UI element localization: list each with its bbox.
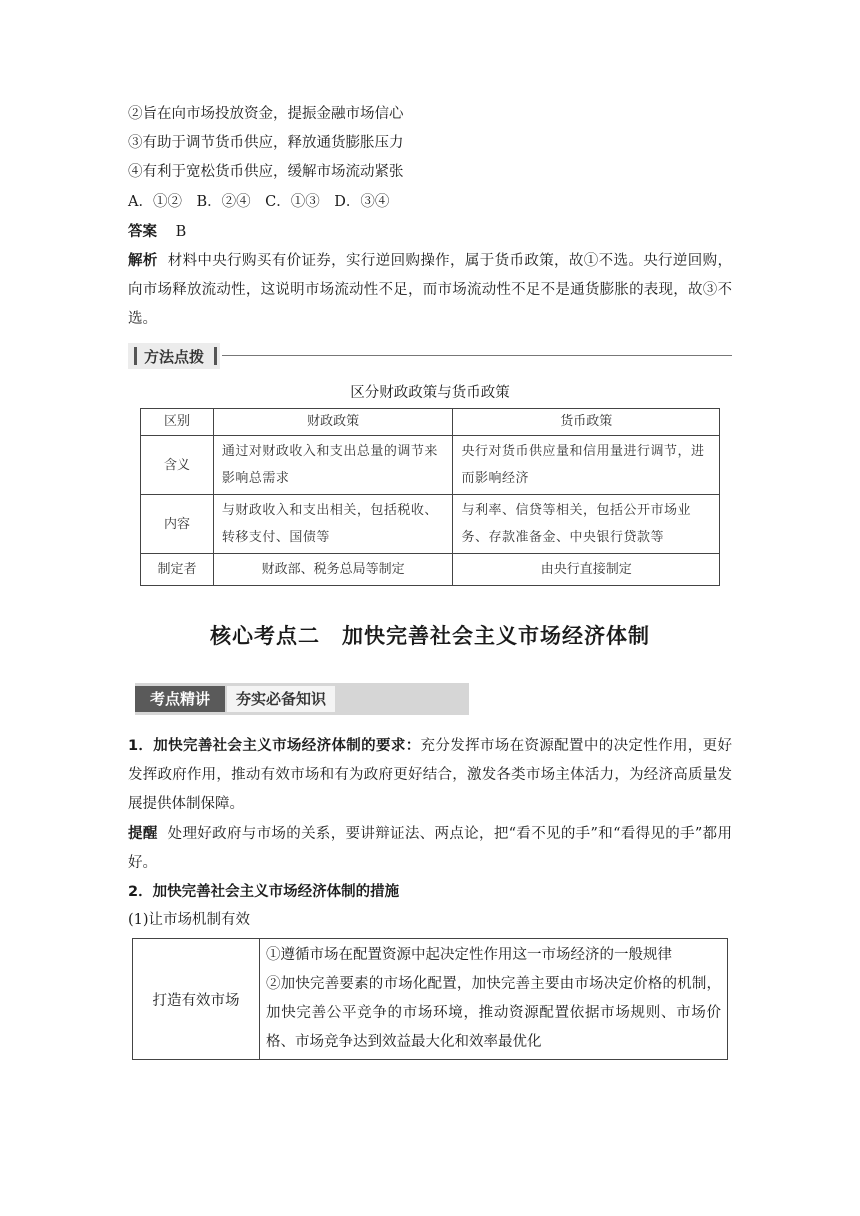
key-point-banner [135,683,469,715]
row-label: 内容 [141,495,214,554]
section-title: 核心考点二 加快完善社会主义市场经济体制 [210,624,650,648]
divider [222,355,732,356]
analysis-label: 解析 [128,253,158,269]
table-row [141,436,720,495]
market-table-head: 打造有效市场 [133,939,260,1060]
effective-market-table [132,938,728,1060]
table-row [133,939,728,1060]
method-tip-label: 方法点拨 [144,348,205,366]
subheading-1: (1)让市场机制有效 [128,912,251,928]
table-header: 货币政策 [453,409,720,436]
analysis-text: 材料中央行购买有价证券，实行逆回购操作，属于货币政策，故①不选。央行逆回购，向市场释放流动性，这说明市场流动性不足，而市场流动性不足不是通货膨胀的表现，故③不选。 [128,253,732,327]
reminder-text: 处理好政府与市场的关系，要讲辩证法、两点论，把“看不见的手”和“看得见的手”都用好。 [128,826,732,871]
option-3: ③有助于调节货币供应，释放通货膨胀压力 [128,135,404,151]
fiscal-cell: 通过对财政收入和支出总量的调节来影响总需求 [213,436,453,495]
market-table-body [260,939,728,1060]
row-label: 含义 [141,436,214,495]
monetary-cell: 由央行直接制定 [453,554,720,586]
monetary-cell: 与利率、信贷等相关，包括公开市场业务、存款准备金、中央银行贷款等 [453,495,720,554]
answer-line [128,222,186,242]
point-1-lead: 1．加快完善社会主义市场经济体制的要求： [128,738,421,754]
fiscal-cell: 财政部、税务总局等制定 [213,554,453,586]
option-2: ②旨在向市场投放资金，提振金融市场信心 [128,106,404,122]
point-2-heading: 2．加快完善社会主义市场经济体制的措施 [128,884,400,900]
table-header-row [141,409,720,436]
key-point-label: 考点精讲 [135,686,225,712]
point-1-text: 充分发挥市场在资源配置中的决定性作用，更好发挥政府作用，推动有效市场和有为政府更好结合，激发各类市场主体活力，为经济高质量发展提供体制保障。 [128,738,732,812]
market-item-1: ①遵循市场在配置资源中起决定性作用这一市场经济的一般规律 [266,947,672,963]
table-header: 区别 [141,409,214,436]
key-point-sublabel: 夯实必备知识 [227,686,335,712]
policy-comparison-table [140,408,720,586]
policy-table-title: 区分财政政策与货币政策 [350,385,510,401]
point-1-paragraph [128,732,732,819]
answer-value: B [175,224,187,240]
table-row [141,495,720,554]
reminder-label: 提醒 [128,826,158,842]
row-label: 制定者 [141,554,214,586]
fiscal-cell: 与财政收入和支出相关，包括税收、转移支付、国债等 [213,495,453,554]
method-tip-bar [128,343,732,369]
reminder-paragraph [128,820,732,878]
answer-label: 答案 [128,224,157,240]
market-item-2: ②加快完善要素的市场化配置，加快完善主要由市场决定价格的机制，加快完善公平竞争的市场环境，推动资源配置依据市场规则、市场价格、市场竞争达到效益最大化和效率最优化 [266,976,721,1050]
answer-choices: A．①② B．②④ C．①③ D．③④ [128,194,390,210]
table-header: 财政政策 [213,409,453,436]
monetary-cell: 央行对货币供应量和信用量进行调节，进而影响经济 [453,436,720,495]
analysis-paragraph [128,247,732,334]
table-row [141,554,720,586]
option-4: ④有利于宽松货币供应，缓解市场流动紧张 [128,164,404,180]
